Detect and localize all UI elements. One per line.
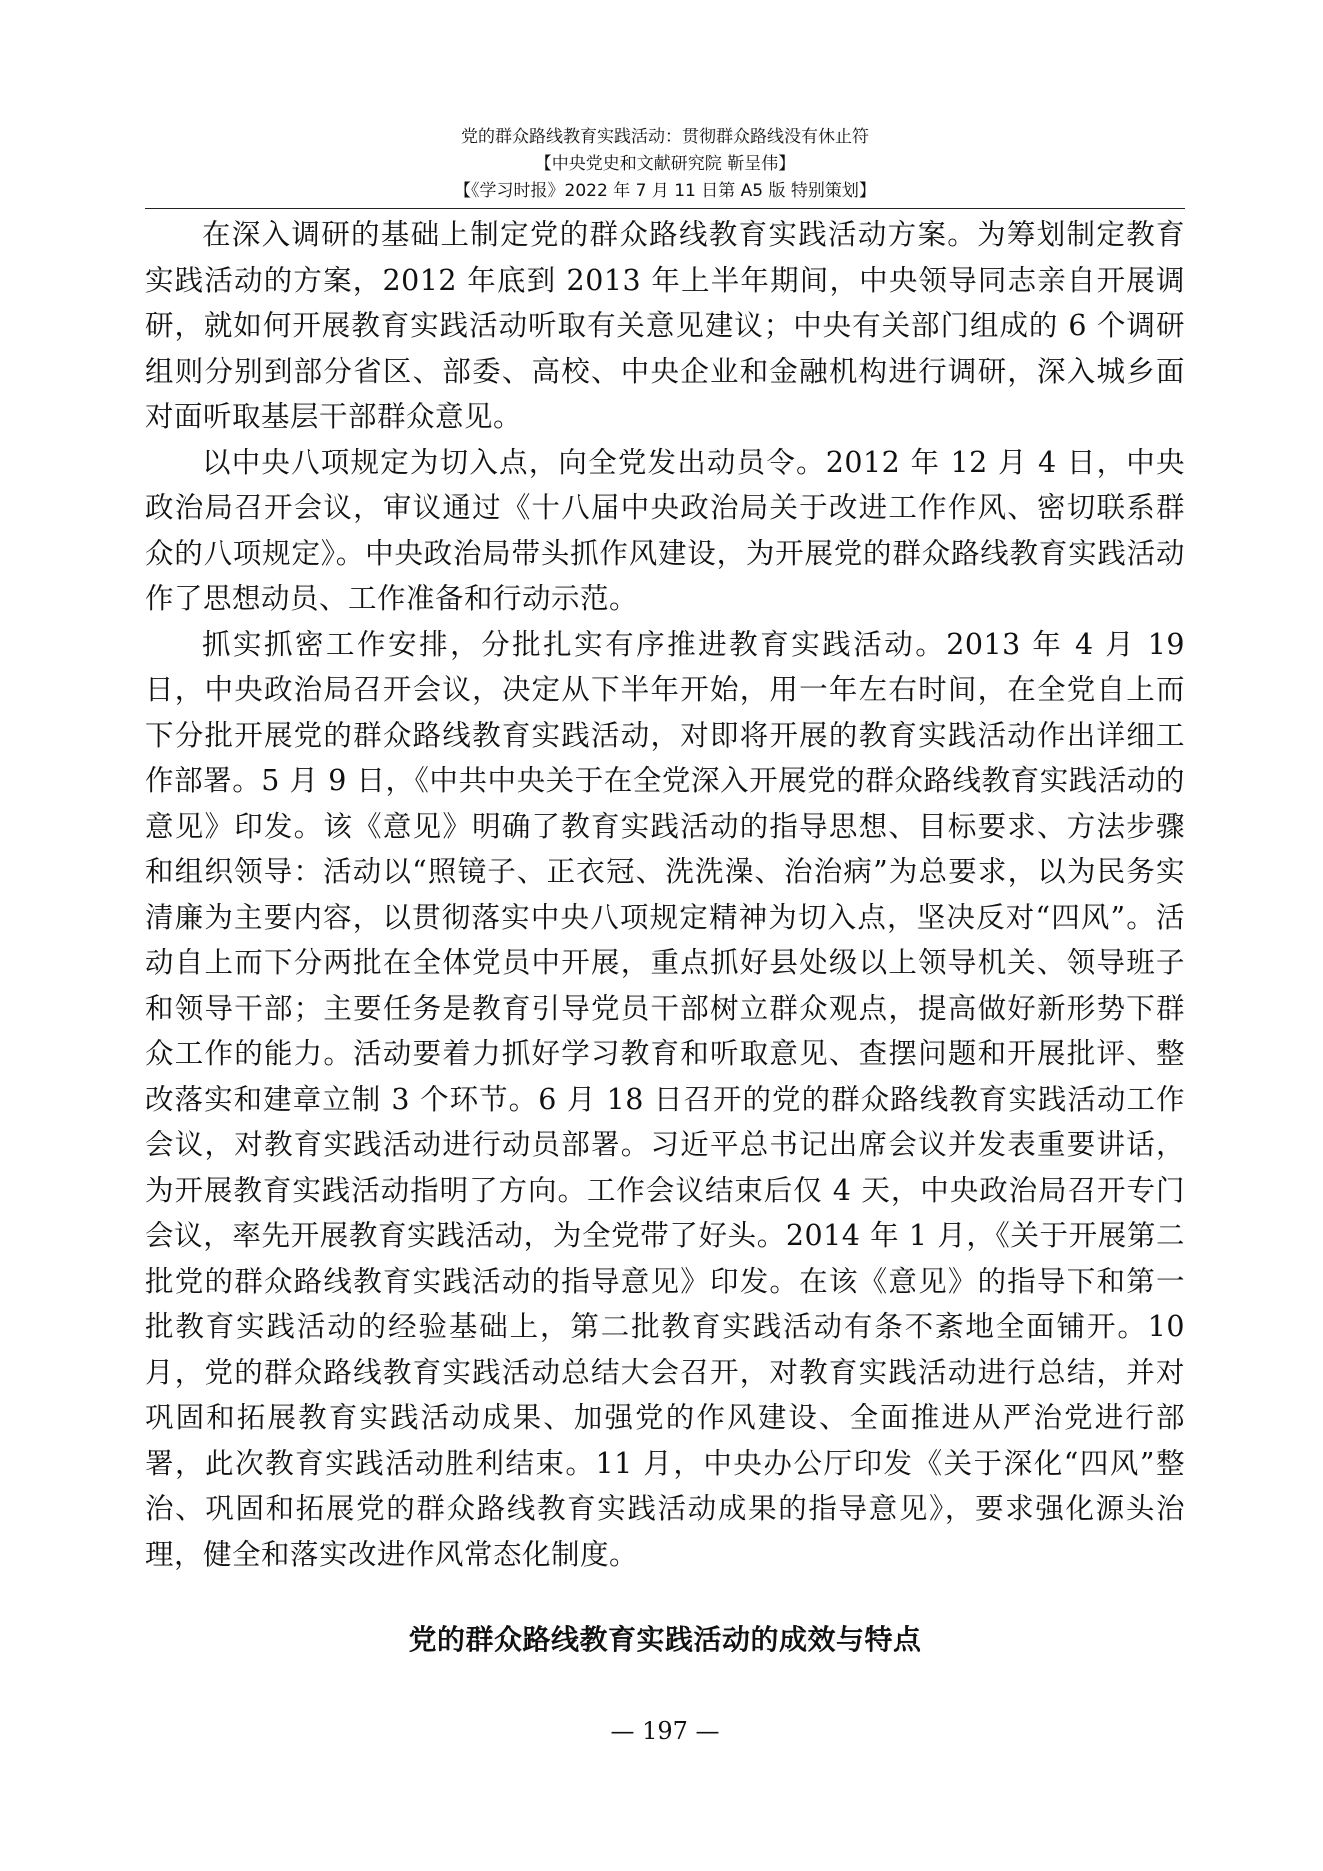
- body-text: [145, 212, 1185, 1577]
- header-source: 【《学习时报》2022 年 7 月 11 日第 A5 版 特别策划】: [454, 181, 876, 201]
- paragraph-1: 在深入调研的基础上制定党的群众路线教育实践活动方案。为筹划制定教育实践活动的方案，2012 年底到 2013 年上半年期间，中央领导同志亲自开展调研，就如何开展教育实践活动听取有关意见建议；中央有关部门组成的 6 个调研组则分别到部分省区、部委、高校、中央企业和金融机构进行调研，深入城乡面对面听取基层干部群众意见。: [145, 218, 1185, 433]
- paragraph-2: 以中央八项规定为切入点，向全党发出动员令。2012 年 12 月 4 日，中央政治局召开会议，审议通过《十八届中央政治局关于改进工作作风、密切联系群众的八项规定》。中央政治局带头抓作风建设，为开展党的群众路线教育实践活动作了思想动员、工作准备和行动示范。: [145, 445, 1185, 615]
- section-heading: 党的群众路线教育实践活动的成效与特点: [408, 1623, 922, 1656]
- header-divider: [145, 208, 1185, 209]
- header-title: 党的群众路线教育实践活动：贯彻群众路线没有休止符: [461, 127, 869, 147]
- header-author: 【中央党史和文献研究院 靳呈伟】: [534, 154, 796, 174]
- running-header: [145, 124, 1185, 205]
- page-number: — 197 —: [610, 1717, 720, 1745]
- paragraph-3: 抓实抓密工作安排，分批扎实有序推进教育实践活动。2013 年 4 月 19 日，中央政治局召开会议，决定从下半年开始，用一年左右时间，在全党自上而下分批开展党的群众路线教育实践活动，对即将开展的教育实践活动作出详细工作部署。5 月 9 日，《中共中央关于在全党深入开展党的群众路线教育实践活动的意见》印发。该《意见》明确了教育实践活动的指导思想、目标要求、方法步骤和组织领导：活动以“照镜子、正衣冠、洗洗澡、治治病”为总要求，以为民务实清廉为主要内容，以贯彻落实中央八项规定精神为切入点，坚决反对“四风”。活动自上而下分两批在全体党员中开展，重点抓好县处级以上领导机关、领导班子和领导干部；主要任务是教育引导党员干部树立群众观点，提高做好新形势下群众工作的能力。活动要着力抓好学习教育和听取意见、查摆问题和开展批评、整改落实和建章立制 3 个环节。6 月 18 日召开的党的群众路线教育实践活动工作会议，对教育实践活动进行动员部署。习近平总书记出席会议并发表重要讲话，为开展教育实践活动指明了方向。工作会议结束后仅 4 天，中央政治局召开专门会议，率先开展教育实践活动，为全党带了好头。2014 年 1 月，《关于开展第二批党的群众路线教育实践活动的指导意见》印发。在该《意见》的指导下和第一批教育实践活动的经验基础上，第二批教育实践活动有条不紊地全面铺开。10 月，党的群众路线教育实践活动总结大会召开，对教育实践活动进行总结，并对巩固和拓展教育实践活动成果、加强党的作风建设、全面推进从严治党进行部署，此次教育实践活动胜利结束。11 月，中央办公厅印发《关于深化“四风”整治、巩固和拓展党的群众路线教育实践活动成果的指导意见》，要求强化源头治理，健全和落实改进作风常态化制度。: [145, 627, 1185, 1571]
